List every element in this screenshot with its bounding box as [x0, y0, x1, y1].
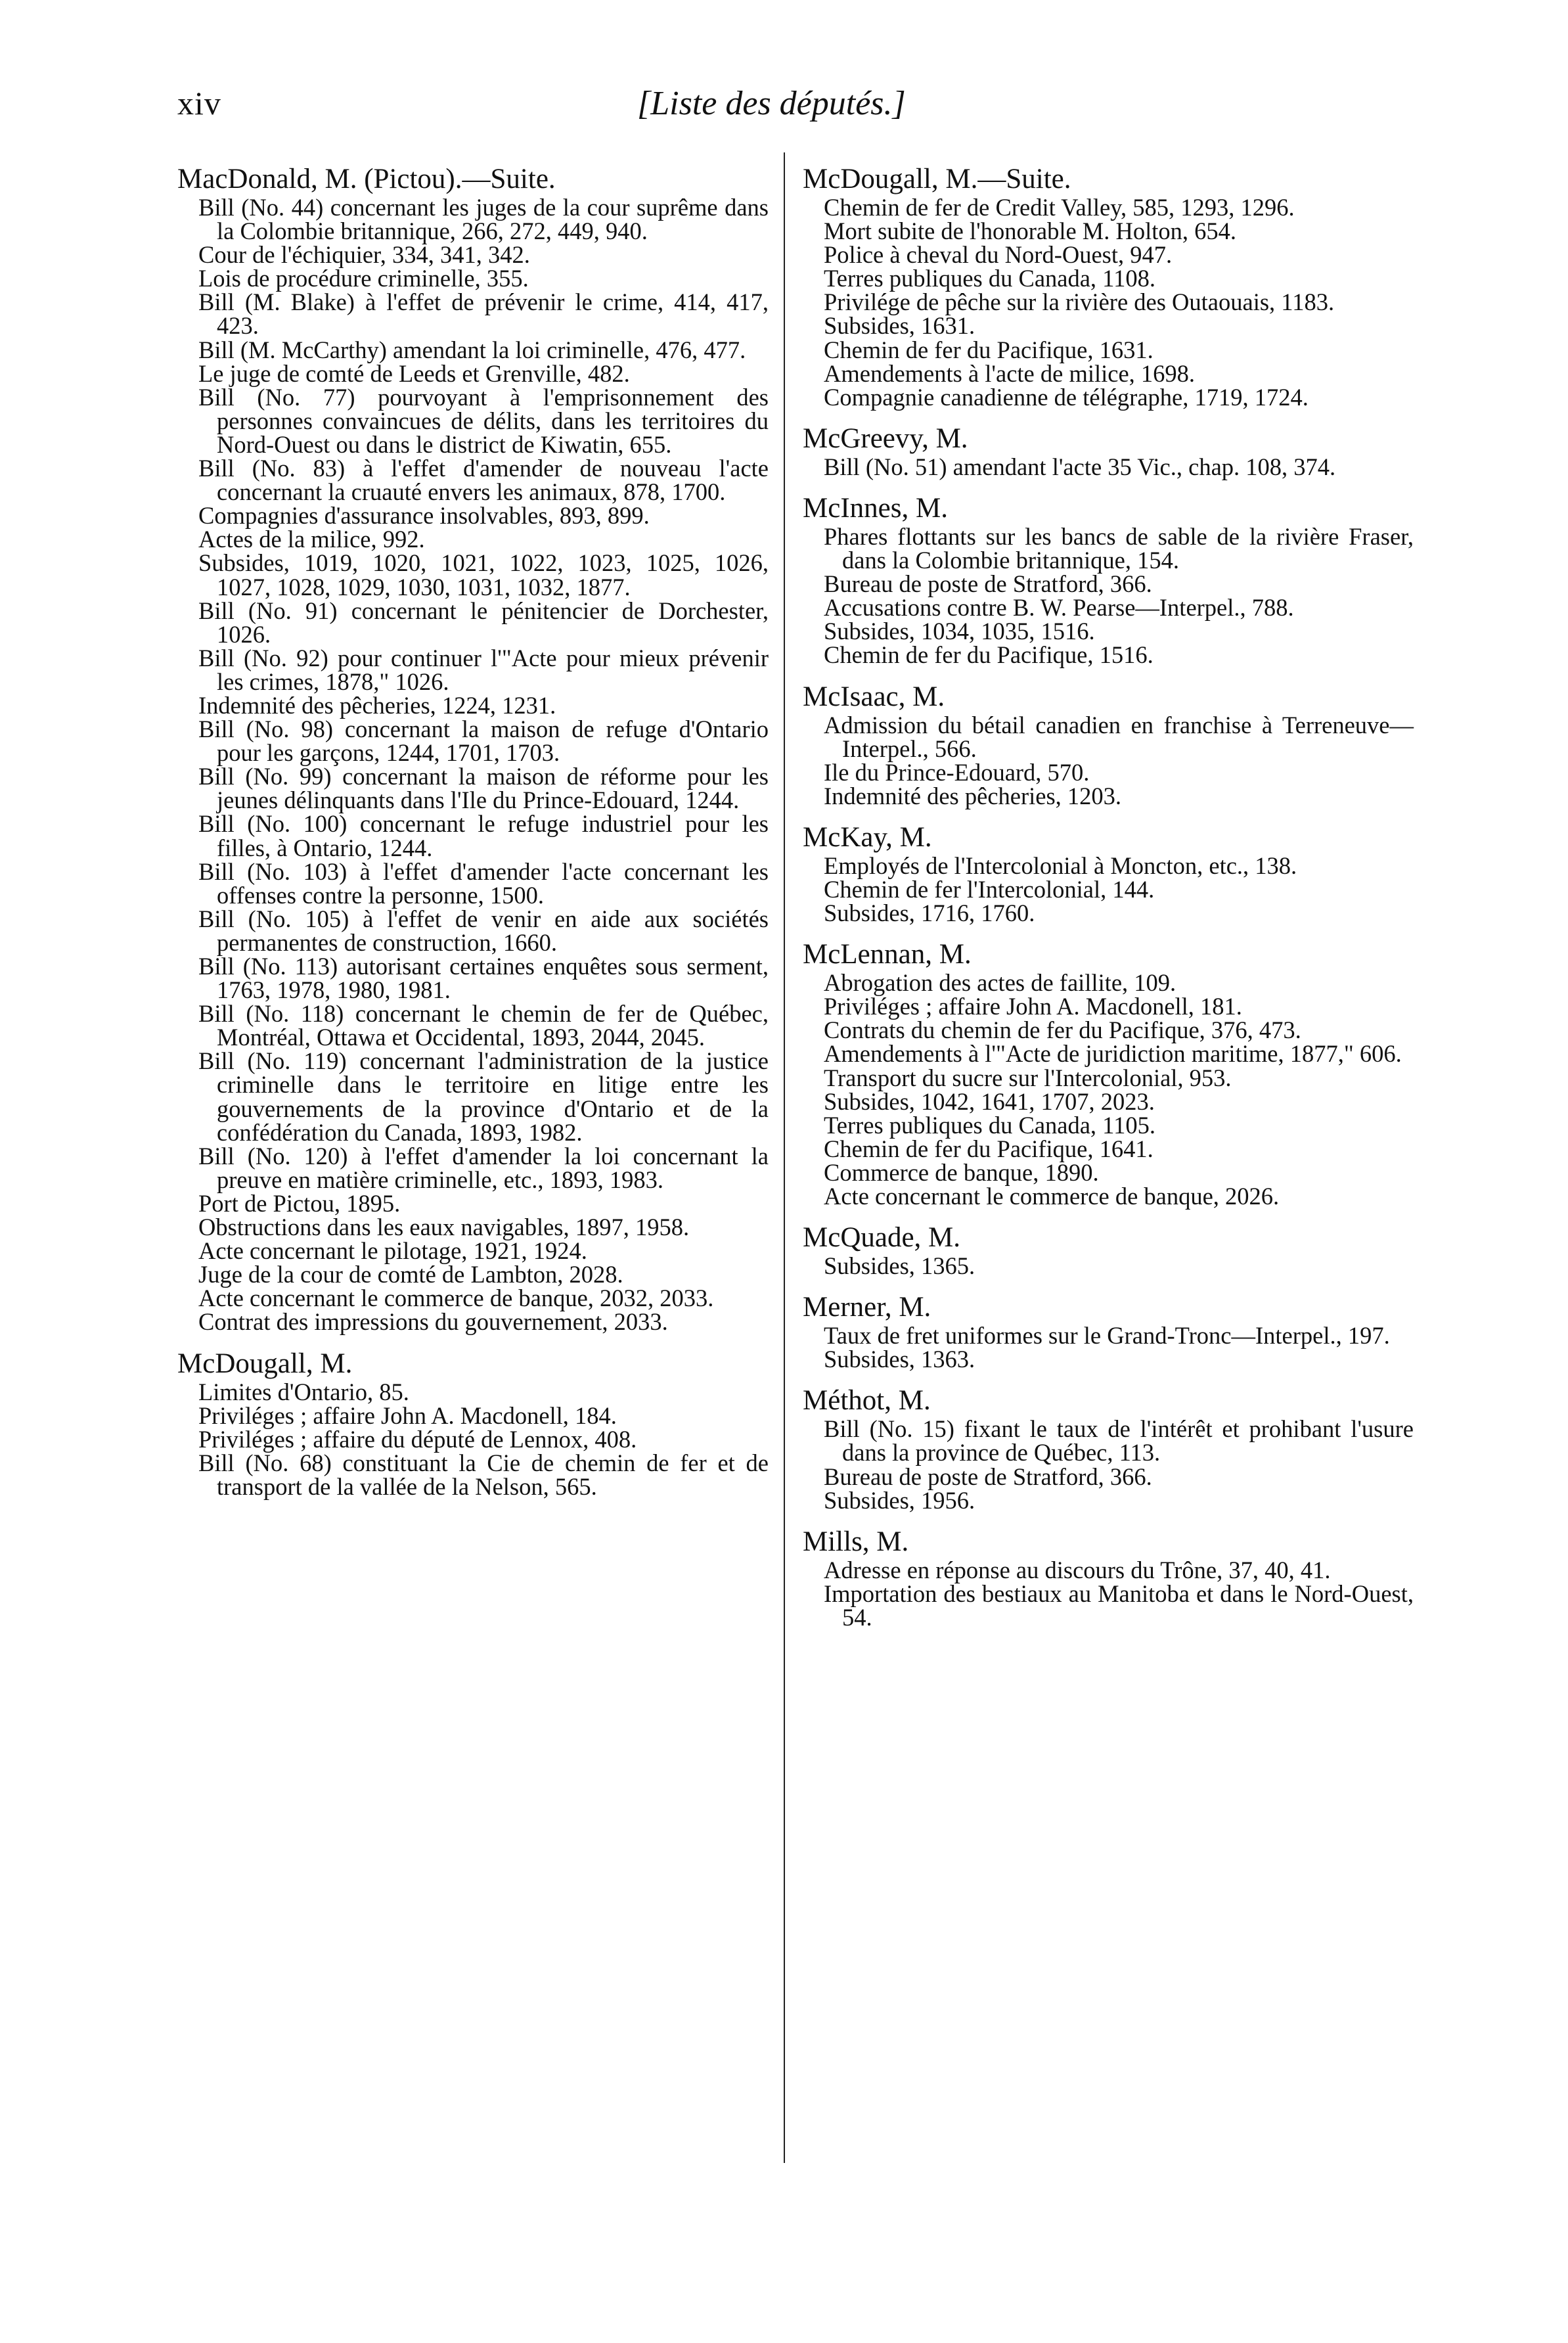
index-item: Subsides, 1042, 1641, 1707, 2023.	[824, 1087, 1155, 1115]
index-item: Amendements à l'"Acte de juridiction maritime, 1877," 606.	[824, 1040, 1402, 1068]
member-name: McLennan, M.	[803, 939, 972, 970]
index-entry	[803, 1386, 1414, 1512]
left-column	[177, 164, 769, 1513]
index-item: Bill (No. 119) concernant l'administration de la justice criminelle dans le territoire en litige entre les gouvernements de la province d'Ontario et de la confédération du Canada, 1893, 1982.	[198, 1047, 769, 1146]
index-item: Cour de l'échiquier, 334, 341, 342.	[198, 241, 530, 269]
member-name: McInnes, M.	[803, 492, 948, 524]
index-item: Contrats du chemin de fer du Pacifique, 376, 473.	[824, 1016, 1301, 1044]
index-item: Privilége de pêche sur la rivière des Outaouais, 1183.	[824, 288, 1335, 316]
member-name: McKay, M.	[803, 821, 932, 853]
index-item: Bill (No. 99) concernant la maison de réforme pour les jeunes délinquants dans l'Ile du Prince-Edouard, 1244.	[198, 763, 769, 814]
index-item: Phares flottants sur les bancs de sable de la rivière Fraser, dans la Colombie britannique, 154.	[824, 522, 1414, 574]
index-item: Bureau de poste de Stratford, 366.	[824, 570, 1152, 598]
index-item: Bill (M. McCarthy) amendant la loi criminelle, 476, 477.	[198, 336, 746, 363]
index-item: Chemin de fer du Pacifique, 1631.	[824, 336, 1154, 363]
index-item: Actes de la milice, 992.	[198, 526, 425, 553]
index-entry	[177, 164, 769, 1334]
index-item: Priviléges ; affaire John A. Macdonell, 181.	[824, 993, 1242, 1020]
index-entry	[177, 1349, 769, 1499]
member-name: Mills, M.	[803, 1526, 909, 1557]
index-item: Acte concernant le pilotage, 1921, 1924.	[198, 1237, 587, 1265]
index-item: Terres publiques du Canada, 1108.	[824, 265, 1155, 292]
index-item: Employés de l'Intercolonial à Moncton, etc., 138.	[824, 852, 1297, 879]
index-item: Terres publiques du Canada, 1105.	[824, 1111, 1155, 1139]
index-item: Bill (No. 105) à l'effet de venir en aide aux sociétés permanentes de construction, 1660.	[198, 905, 769, 956]
index-item: Le juge de comté de Leeds et Grenville, 482.	[198, 359, 630, 387]
member-name: McDougall, M.	[177, 1348, 353, 1379]
running-title: [Liste des députés.]	[637, 85, 906, 122]
member-name: McDougall, M.—Suite.	[803, 164, 1071, 194]
index-item: Subsides, 1019, 1020, 1021, 1022, 1023, 1025, 1026, 1027, 1028, 1029, 1030, 1031, 1032, 1877.	[198, 549, 769, 601]
index-item: Bill (No. 44) concernant les juges de la cour suprême dans la Colombie britannique, 266, 272, 449, 940.	[198, 194, 769, 245]
index-item: Ile du Prince-Edouard, 570.	[824, 758, 1090, 786]
index-item: Lois de procédure criminelle, 355.	[198, 265, 529, 292]
index-item: Subsides, 1365.	[824, 1252, 975, 1280]
index-item: Compagnies d'assurance insolvables, 893, 899.	[198, 502, 650, 530]
member-name: McIsaac, M.	[803, 681, 945, 712]
index-item: Chemin de fer du Pacifique, 1516.	[824, 641, 1154, 669]
index-item: Acte concernant le commerce de banque, 2032, 2033.	[198, 1285, 714, 1312]
index-entry	[803, 493, 1414, 668]
index-item: Indemnité des pêcheries, 1224, 1231.	[198, 691, 556, 719]
index-item: Bill (No. 68) constituant la Cie de chemin de fer et de transport de la vallée de la Nelson, 565.	[198, 1449, 769, 1500]
index-item: Bill (No. 120) à l'effet d'amender la loi concernant la preuve en matière criminelle, etc., 1893, 1983.	[198, 1142, 769, 1193]
index-item: Priviléges ; affaire du député de Lennox, 408.	[198, 1425, 637, 1453]
index-item: Subsides, 1363.	[824, 1346, 975, 1373]
index-item: Obstructions dans les eaux navigables, 1897, 1958.	[198, 1214, 690, 1241]
index-entry	[803, 1223, 1414, 1278]
index-item: Subsides, 1631.	[824, 312, 975, 340]
index-item: Contrat des impressions du gouvernement, 2033.	[198, 1308, 668, 1336]
index-item: Bill (No. 92) pour continuer l'"Acte pour mieux prévenir les crimes, 1878," 1026.	[198, 644, 769, 695]
index-entry	[803, 1527, 1414, 1629]
index-item: Compagnie canadienne de télégraphe, 1719, 1724.	[824, 383, 1309, 411]
index-item: Chemin de fer du Pacifique, 1641.	[824, 1135, 1154, 1162]
page-number: xiv	[177, 85, 221, 122]
member-name: Méthot, M.	[803, 1385, 931, 1417]
index-item: Admission du bétail canadien en franchise à Terreneuve—Interpel., 566.	[824, 711, 1414, 762]
index-entry	[803, 940, 1414, 1208]
index-item: Priviléges ; affaire John A. Macdonell, 184.	[198, 1401, 617, 1429]
index-item: Adresse en réponse au discours du Trône, 37, 40, 41.	[824, 1556, 1331, 1583]
index-item: Amendements à l'acte de milice, 1698.	[824, 359, 1196, 387]
index-entry	[803, 1292, 1414, 1371]
index-item: Accusations contre B. W. Pearse—Interpel., 788.	[824, 594, 1294, 622]
member-name: Merner, M.	[803, 1292, 931, 1323]
page-header	[177, 84, 1412, 143]
member-name: McQuade, M.	[803, 1222, 961, 1254]
index-item: Abrogation des actes de faillite, 109.	[824, 969, 1176, 997]
index-item: Taux de fret uniformes sur le Grand-Tronc—Interpel., 197.	[824, 1322, 1390, 1350]
index-item: Commerce de banque, 1890.	[824, 1158, 1099, 1186]
index-item: Mort subite de l'honorable M. Holton, 654.	[824, 217, 1237, 245]
member-name: MacDonald, M. (Pictou).—Suite.	[177, 164, 556, 194]
column-divider	[784, 152, 785, 2163]
index-item: Bill (No. 103) à l'effet d'amender l'acte concernant les offenses contre la personne, 1500.	[198, 857, 769, 909]
index-entry	[803, 682, 1414, 808]
index-item: Bill (No. 91) concernant le pénitencier de Dorchester, 1026.	[198, 597, 769, 648]
index-item: Bureau de poste de Stratford, 366.	[824, 1463, 1152, 1490]
index-item: Bill (No. 118) concernant le chemin de fer de Québec, Montréal, Ottawa et Occidental, 1893, 2044, 2045.	[198, 1000, 769, 1051]
index-item: Indemnité des pêcheries, 1203.	[824, 782, 1122, 809]
index-item: Limites d'Ontario, 85.	[198, 1378, 409, 1405]
index-item: Chemin de fer l'Intercolonial, 144.	[824, 875, 1155, 903]
index-item: Chemin de fer de Credit Valley, 585, 1293, 1296.	[824, 194, 1295, 221]
index-item: Port de Pictou, 1895.	[198, 1189, 401, 1217]
index-item: Police à cheval du Nord-Ouest, 947.	[824, 241, 1173, 269]
index-entry	[803, 823, 1414, 925]
index-item: Bill (M. Blake) à l'effet de prévenir le crime, 414, 417, 423.	[198, 288, 769, 340]
index-item: Bill (No. 77) pourvoyant à l'emprisonnement des personnes convaincues de délits, dans les territoires du Nord-Ouest ou dans le district de Kiwatin, 655.	[198, 383, 769, 458]
index-item: Bill (No. 98) concernant la maison de refuge d'Ontario pour les garçons, 1244, 1701, 1703.	[198, 716, 769, 767]
index-item: Importation des bestiaux au Manitoba et dans le Nord-Ouest, 54.	[824, 1580, 1414, 1631]
index-item: Bill (No. 113) autorisant certaines enquêtes sous serment, 1763, 1978, 1980, 1981.	[198, 953, 769, 1004]
index-item: Bill (No. 83) à l'effet d'amender de nouveau l'acte concernant la cruauté envers les animaux, 878, 1700.	[198, 455, 769, 506]
index-entry	[803, 164, 1414, 409]
index-entry	[803, 424, 1414, 479]
member-name: McGreevy, M.	[803, 422, 968, 454]
index-item: Juge de la cour de comté de Lambton, 2028.	[198, 1261, 623, 1288]
index-item: Bill (No. 100) concernant le refuge industriel pour les filles, à Ontario, 1244.	[198, 810, 769, 861]
index-item: Transport du sucre sur l'Intercolonial, 953.	[824, 1064, 1232, 1091]
right-column	[803, 164, 1414, 1644]
index-item: Bill (No. 51) amendant l'acte 35 Vic., chap. 108, 374.	[824, 453, 1336, 480]
index-item: Subsides, 1716, 1760.	[824, 899, 1035, 927]
index-item: Subsides, 1956.	[824, 1486, 975, 1514]
index-item: Bill (No. 15) fixant le taux de l'intérêt et prohibant l'usure dans la province de Québec, 113.	[824, 1415, 1414, 1467]
index-item: Acte concernant le commerce de banque, 2026.	[824, 1183, 1280, 1210]
index-item: Subsides, 1034, 1035, 1516.	[824, 618, 1095, 645]
